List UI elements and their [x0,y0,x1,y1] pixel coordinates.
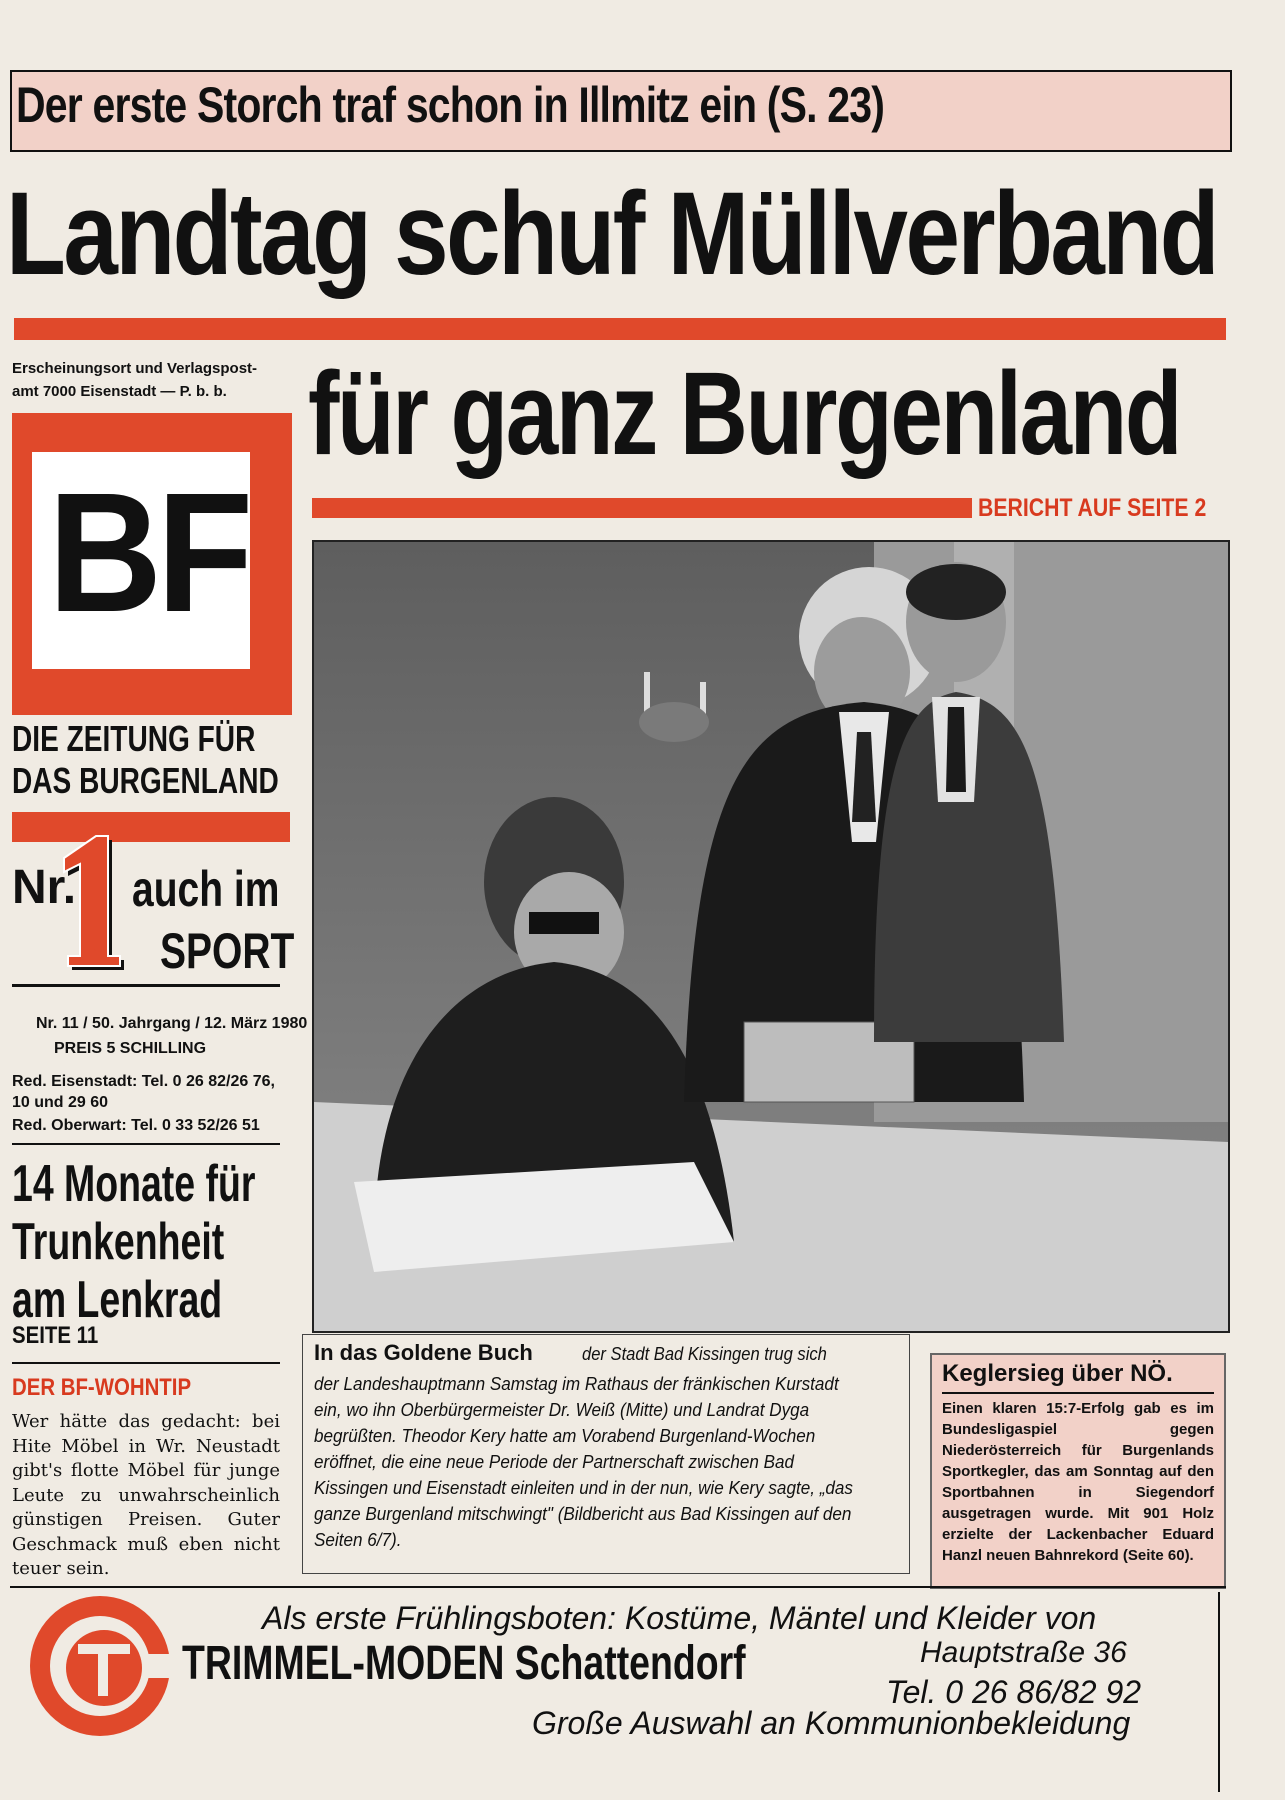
kegel-title: Keglersieg über NÖ. [942,1360,1173,1387]
divider [12,984,280,987]
publisher-line-2: amt 7000 Eisenstadt — P. b. b. [12,383,227,400]
price: PREIS 5 SCHILLING [54,1040,207,1057]
sport-line-2: SPORT [160,923,295,979]
report-reference: BERICHT AUF SEITE 2 [978,494,1207,522]
red-rule-2 [312,498,972,518]
photo-illustration [314,542,1228,1331]
contact-oberwart: Red. Oberwart: Tel. 0 33 52/26 51 [12,1117,260,1134]
publisher-line-1: Erscheinungsort und Verlagspost- [12,360,258,377]
tagline [12,718,279,802]
divider [12,1362,280,1364]
ad-line-4: Große Auswahl an Kommunionbekleidung [532,1705,1131,1741]
kegel-text: Einen klaren 15:7-Erfolg gab es im Bundesligaspiel gegen Niederösterreich für Burgenlands Sportkegler, das am Sonntag auf den Sportbahnen in Siegendorf ausgetragen wurde. Mit 901 Holz erzielte der Lackenbacher Eduard Hanzl neuen Bahnrekord (Seite 60). [942,1400,1214,1564]
contact-eisenstadt: Red. Eisenstadt: Tel. 0 26 82/26 76, [12,1073,275,1090]
tagline-line-2: DAS BURGENLAND [12,760,279,801]
sport-line-1: auch im [132,861,280,917]
sport-number: 1 [94,948,97,953]
side-headline-2: Trunkenheit [12,1213,225,1271]
headline-line-2: für ganz Burgenland [308,348,1181,480]
news-photo [312,540,1230,1333]
headline-line-1: Landtag schuf Müllverband [6,168,1218,300]
wohntip-title: DER BF-WOHNTIP [12,1374,192,1401]
tagline-line-1: DIE ZEITUNG FÜR [12,718,256,759]
issue-info: Nr. 11 / 50. Jahrgang / 12. März 1980 [36,1015,308,1032]
side-headline [12,1155,255,1329]
sport-prefix: Nr. [12,861,77,914]
red-rule-1 [14,318,1226,340]
caption-lead: In das Goldene Buch [314,1340,533,1365]
top-banner [10,70,1232,152]
banner-text: Der erste Storch traf schon in Illmitz ein (S. 23) [16,77,885,133]
ad-company: TRIMMEL-MODEN Schattendorf [182,1637,746,1690]
ad-phone: Tel. 0 26 86/82 92 [886,1674,1142,1710]
ad-divider-side [1218,1592,1220,1792]
ad-street: Hauptstraße 36 [920,1636,1127,1669]
publisher-info [12,357,294,403]
ad-logo-letter: T [100,1728,103,1733]
side-headline-1: 14 Monate für [12,1155,256,1213]
wohntip-text: Wer hätte das gedacht: bei Hite Möbel in Wr. Neustadt gibt's flotte Möbel für junge Leute zu unwahrscheinlich günstigen Preisen. Guter Geschmack muß eben nicht teuer sein. [12,1411,280,1579]
ad-divider-top [10,1586,1226,1588]
ad-line-1: Als erste Frühlingsboten: Kostüme, Mäntel und Kleider von [262,1600,1097,1636]
number-one-icon [54,832,134,972]
kegel-divider [942,1392,1214,1394]
caption-body-first: der Stadt Bad Kissingen trug sich [582,1344,827,1364]
trimmel-logo-icon [26,1592,174,1740]
side-headline-3: am Lenkrad [12,1271,223,1329]
side-story-ref: SEITE 11 [12,1322,99,1349]
caption-body: der Landeshauptmann Samstag im Rathaus der fränkischen Kurstadt ein, wo ihn Oberbürgermeister Dr. Weiß (Mitte) und Landrat Dyga begrüßten. Theodor Kery hatte am Vorabend Burgenland-Wochen eröffnet, die eine neue Periode der Partnerschaft zwischen Bad Kissingen und Eisenstadt einleiten und in der nun, wie Kery sagte, „das ganze Burgenland mitschwingt" (Bildbericht aus Bad Kissingen auf den Seiten 6/7). [314,1374,853,1550]
bf-logo: BF [48,458,248,648]
divider [12,1143,280,1145]
contact-eisenstadt-cont: 10 und 29 60 [12,1094,109,1111]
